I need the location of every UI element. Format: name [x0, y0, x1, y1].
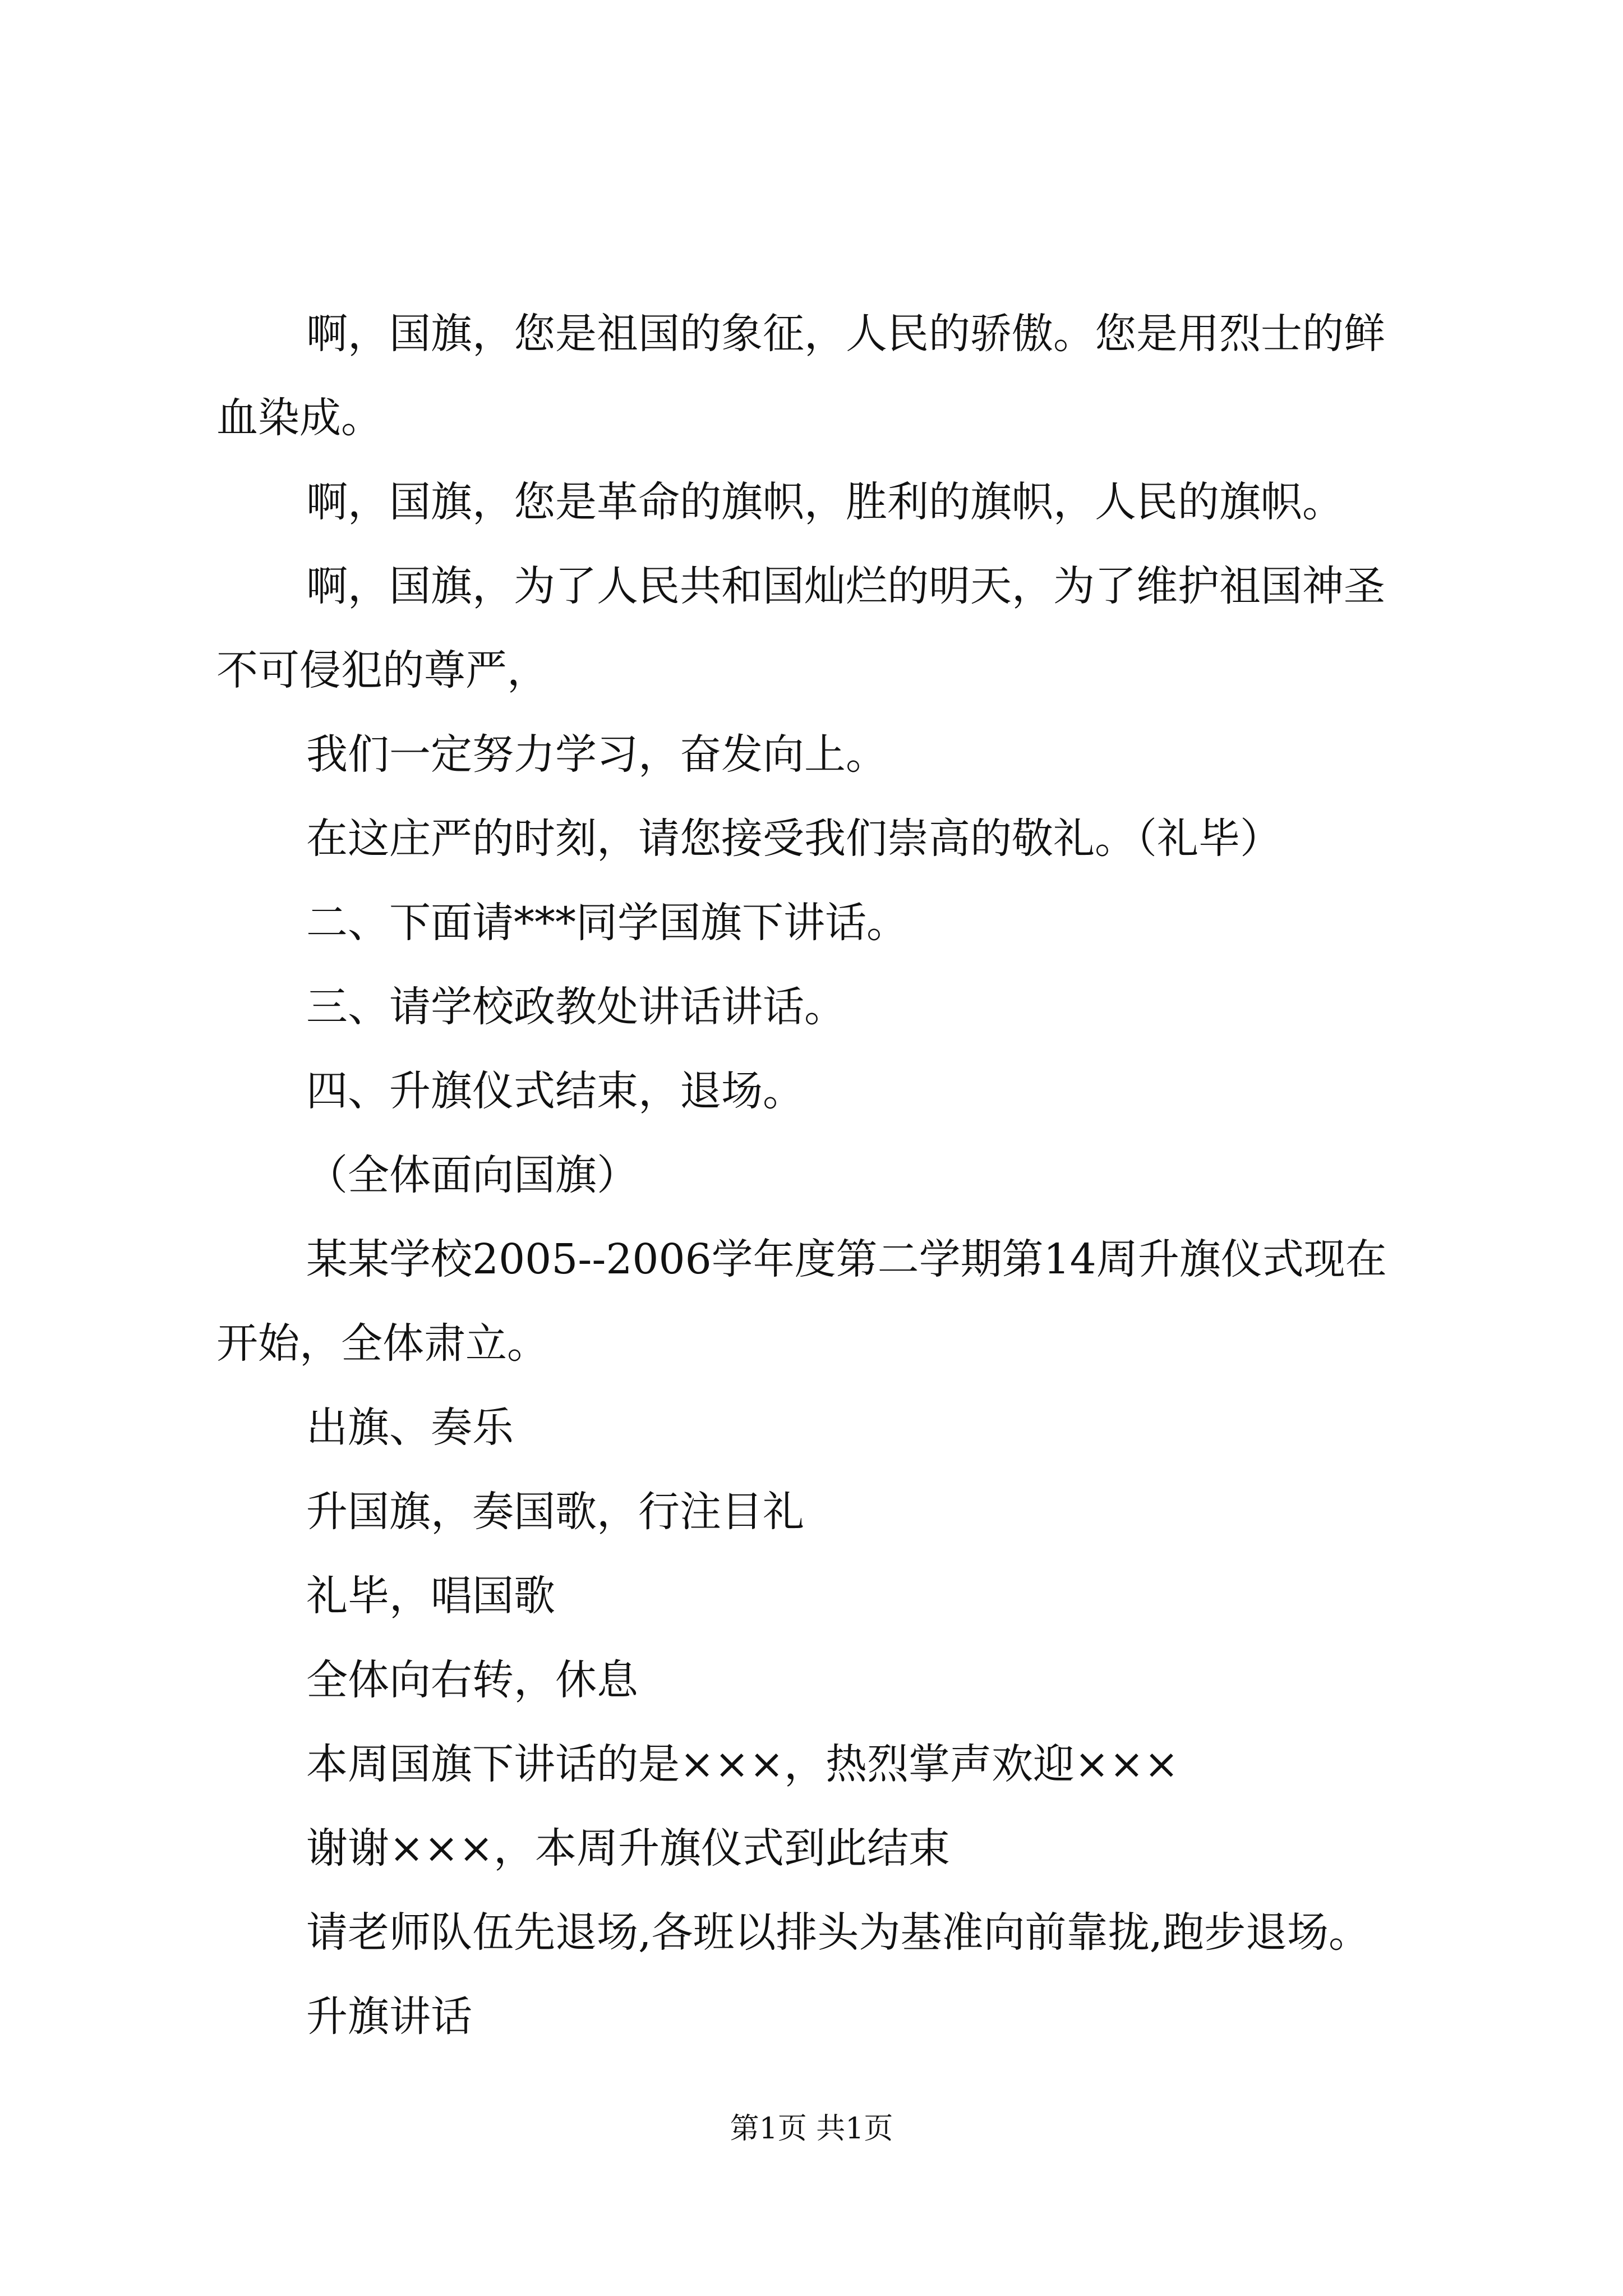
paragraph-face-flag: （全体面向国旗）: [306, 1151, 638, 1199]
paragraph-thanks: 谢谢×××，本周升旗仪式到此结束: [306, 1824, 951, 1872]
paragraph-item-four: 四、升旗仪式结束，退场。: [306, 1067, 804, 1115]
paragraph-salute: 在这庄严的时刻，请您接受我们崇高的敬礼。（礼毕）: [306, 815, 1281, 863]
paragraph-speaker-intro: 本周国旗下讲话的是×××，热烈掌声欢迎×××: [306, 1740, 1179, 1788]
page-footer: 第1页 共1页: [730, 2112, 893, 2146]
paragraph-sing-anthem: 礼毕，唱国歌: [306, 1572, 555, 1620]
paragraph-flag-future: 啊，国旗，为了人民共和国灿烂的明天，为了维护祖国神圣不可侵犯的尊严，: [216, 562, 1385, 694]
paragraph-item-three: 三、请学校政教处讲话讲话。: [306, 983, 846, 1031]
paragraph-raise-flag: 升国旗，奏国歌，行注目礼: [306, 1488, 804, 1536]
paragraph-ceremony-start: 某某学校2005--2006学年度第二学期第14周升旗仪式现在开始，全体肃立。: [216, 1235, 1387, 1368]
paragraph-flag-banner: 啊，国旗，您是革命的旗帜，胜利的旗帜，人民的旗帜。: [306, 478, 1344, 526]
paragraph-turn-right: 全体向右转，休息: [306, 1656, 638, 1704]
paragraph-item-two: 二、下面请***同学国旗下讲话。: [306, 899, 908, 947]
paragraph-flag-symbol: 啊，国旗，您是祖国的象征，人民的骄傲。您是用烈士的鲜血染成。: [216, 310, 1385, 442]
paragraph-exit-order: 请老师队伍先退场,各班以排头为基准向前靠拢,跑步退场。: [306, 1908, 1371, 1957]
paragraph-flag-out: 出旗、奏乐: [306, 1404, 514, 1452]
paragraph-study-hard: 我们一定努力学习，奋发向上。: [306, 730, 887, 779]
paragraph-section-title: 升旗讲话: [306, 1993, 472, 2041]
